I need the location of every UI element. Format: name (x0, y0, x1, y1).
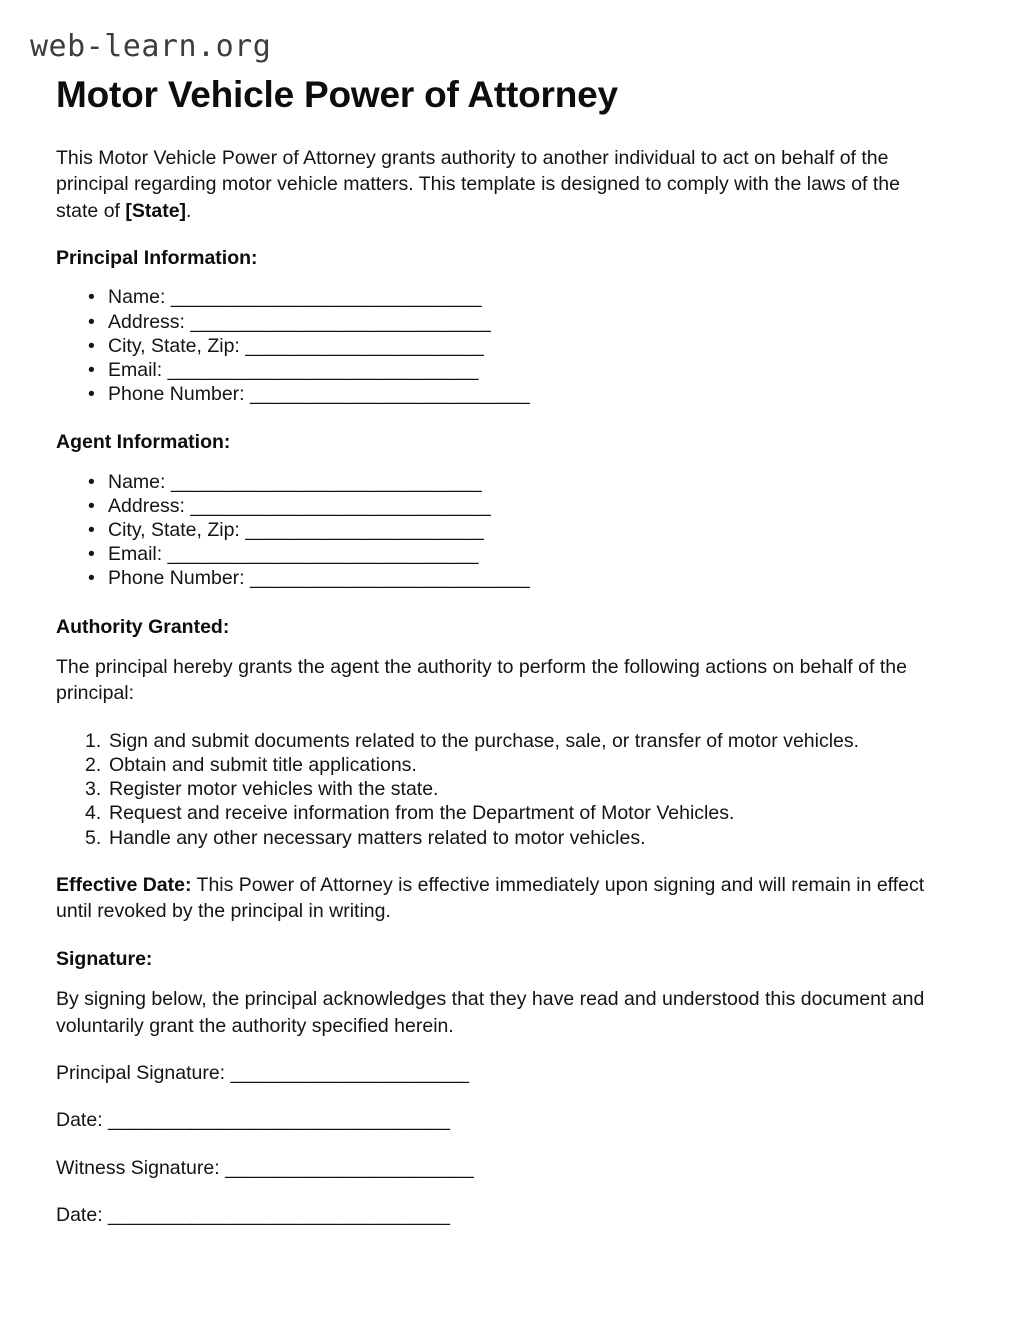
field-label: Email: (108, 358, 163, 381)
effective-date-label: Effective Date: (56, 873, 192, 896)
list-item (56, 494, 934, 518)
field-blank[interactable]: ___________________________ (250, 383, 530, 406)
authority-granted-list (56, 729, 934, 850)
document-content (56, 74, 934, 1251)
bullet-icon: • (88, 543, 95, 566)
list-item-text: Register motor vehicles with the state. (109, 778, 439, 801)
state-placeholder: [State] (125, 199, 187, 222)
field-blank[interactable]: ______________________________ (170, 470, 482, 493)
effective-date-text: This Power of Attorney is effective immediately upon signing and will remain in effect until revoked by the principal in writing. (56, 873, 925, 923)
agent-information-list (56, 470, 934, 591)
field-label: Phone Number: (108, 383, 245, 406)
list-item (56, 310, 934, 334)
date-blank[interactable]: _________________________________ (108, 1109, 450, 1132)
bullet-icon: • (88, 286, 95, 309)
authority-granted-heading: Authority Granted: (56, 615, 230, 638)
intro-text-after: . (186, 199, 192, 222)
field-blank[interactable]: _______________________ (245, 334, 484, 357)
list-number: 4. (85, 802, 102, 825)
effective-date-paragraph (56, 872, 934, 925)
field-blank[interactable]: ______________________________ (167, 358, 478, 381)
site-logo: web-learn.org (30, 29, 272, 64)
field-label: City, State, Zip: (108, 334, 240, 357)
bullet-icon: • (88, 310, 95, 333)
field-blank[interactable]: _____________________________ (190, 494, 491, 517)
list-number: 2. (85, 754, 102, 777)
signature-heading: Signature: (56, 947, 153, 970)
list-item (56, 358, 934, 382)
signature-acknowledgement-paragraph: By signing below, the principal acknowledges that they have read and understood this document and voluntarily grant the authority specified herein. (56, 988, 925, 1037)
field-label: Name: (108, 286, 166, 309)
bullet-icon: • (88, 334, 95, 357)
bullet-icon: • (88, 470, 95, 493)
list-item (56, 334, 934, 358)
list-item-text: Handle any other necessary matters related to motor vehicles. (109, 826, 646, 849)
date-blank[interactable]: _________________________________ (108, 1204, 450, 1227)
bullet-icon: • (88, 358, 95, 381)
list-item (56, 566, 934, 590)
field-blank[interactable]: ______________________________ (167, 543, 478, 566)
list-item-text: Obtain and submit title applications. (109, 754, 417, 777)
list-item-text: Sign and submit documents related to the purchase, sale, or transfer of motor vehicles. (109, 729, 860, 752)
list-item (56, 518, 934, 542)
field-label: City, State, Zip: (108, 518, 240, 541)
list-item (56, 777, 934, 801)
bullet-icon: • (88, 567, 95, 590)
list-item (56, 801, 934, 825)
witness-date-line (56, 1203, 934, 1228)
list-item (56, 729, 934, 753)
intro-paragraph (56, 145, 934, 225)
authority-intro-paragraph: The principal hereby grants the agent the authority to perform the following actions on behalf of the principal: (56, 655, 907, 705)
list-item (56, 753, 934, 777)
list-item (56, 285, 934, 309)
list-item (56, 470, 934, 494)
list-number: 5. (85, 826, 102, 849)
list-item (56, 382, 934, 406)
field-blank[interactable]: _____________________________ (190, 310, 491, 333)
field-label: Name: (108, 470, 166, 493)
list-item (56, 826, 934, 850)
bullet-icon: • (88, 518, 95, 541)
principal-information-list (56, 285, 934, 406)
field-label: Email: (108, 543, 163, 566)
principal-signature-line (56, 1061, 934, 1086)
list-number: 1. (85, 729, 102, 752)
field-label: Address: (108, 310, 185, 333)
signature-blank[interactable]: ________________________ (225, 1156, 474, 1179)
principal-information-heading: Principal Information: (56, 247, 258, 270)
list-item (56, 542, 934, 566)
field-blank[interactable]: ______________________________ (170, 286, 482, 309)
intro-text-before: This Motor Vehicle Power of Attorney grants authority to another individual to act on behalf of the principal regarding motor vehicle matters. This template is designed to comply with the laws of the state of (56, 146, 900, 222)
list-item-text: Request and receive information from the Department of Motor Vehicles. (109, 802, 735, 825)
date-label: Date: (56, 1109, 103, 1132)
bullet-icon: • (88, 383, 95, 406)
field-blank[interactable]: _______________________ (245, 518, 484, 541)
signature-blank[interactable]: _______________________ (230, 1062, 469, 1085)
page-title: Motor Vehicle Power of Attorney (56, 74, 618, 115)
field-label: Address: (108, 494, 185, 517)
principal-date-line (56, 1108, 934, 1133)
witness-signature-line (56, 1156, 934, 1181)
list-number: 3. (85, 778, 102, 801)
agent-information-heading: Agent Information: (56, 431, 231, 454)
field-label: Phone Number: (108, 567, 245, 590)
signature-label: Witness Signature: (56, 1156, 220, 1179)
signature-label: Principal Signature: (56, 1062, 226, 1085)
bullet-icon: • (88, 494, 95, 517)
date-label: Date: (56, 1204, 103, 1227)
field-blank[interactable]: ___________________________ (250, 567, 530, 590)
